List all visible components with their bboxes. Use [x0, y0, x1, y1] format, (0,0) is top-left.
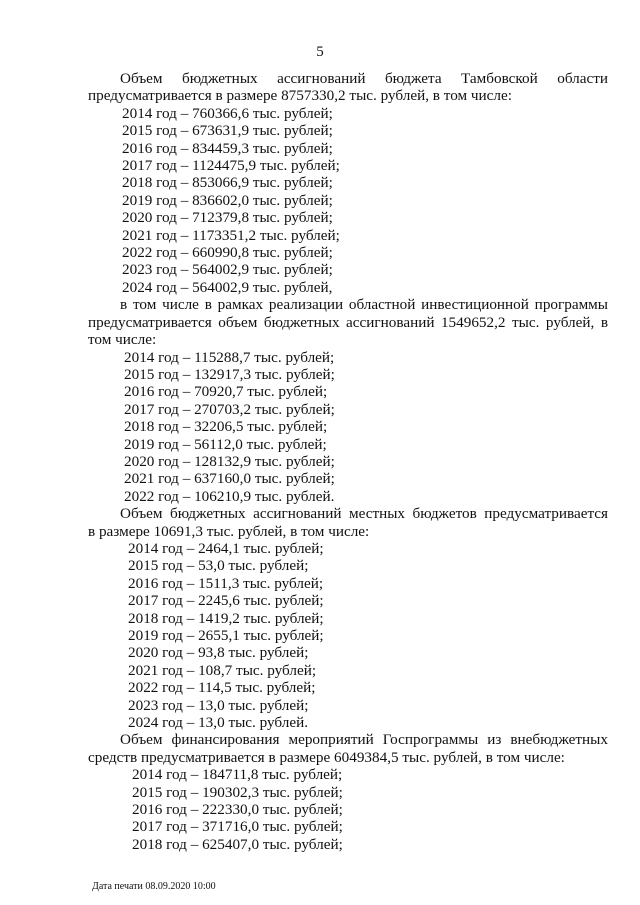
regional-budget-item: 2014 год – 760366,6 тыс. рублей;	[122, 104, 333, 122]
regional-budget-intro-line-1: Объем бюджетных ассигнований бюджета Тамбовской области	[120, 70, 608, 87]
extra-budgetary-section	[88, 731, 608, 853]
regional-budget-item: 2016 год – 834459,3 тыс. рублей;	[122, 139, 333, 157]
investment-program-item: 2019 год – 56112,0 тыс. рублей;	[124, 435, 327, 453]
regional-budget-section	[88, 70, 608, 296]
regional-budget-item: 2020 год – 712379,8 тыс. рублей;	[122, 209, 333, 227]
investment-program-item: 2020 год – 128132,9 тыс. рублей;	[124, 452, 335, 470]
extra-budgetary-item: 2015 год – 190302,3 тыс. рублей;	[132, 783, 343, 801]
extra-budgetary-item: 2016 год – 222330,0 тыс. рублей;	[132, 801, 343, 819]
page-number: 5	[316, 44, 324, 60]
regional-budget-item: 2024 год – 564002,9 тыс. рублей,	[122, 278, 333, 296]
investment-program-item: 2014 год – 115288,7 тыс. рублей;	[124, 348, 335, 366]
investment-program-item: 2021 год – 637160,0 тыс. рублей;	[124, 470, 335, 488]
extra-budgetary-item: 2018 год – 625407,0 тыс. рублей;	[132, 835, 343, 853]
local-budget-item: 2023 год – 13,0 тыс. рублей;	[128, 696, 309, 714]
local-budget-item: 2017 год – 2245,6 тыс. рублей;	[128, 592, 324, 610]
regional-budget-item: 2017 год – 1124475,9 тыс. рублей;	[122, 157, 340, 175]
local-budget-item: 2014 год – 2464,1 тыс. рублей;	[128, 539, 324, 557]
local-budget-intro-line-1: Объем бюджетных ассигнований местных бюджетов предусматривается	[120, 505, 608, 523]
local-budget-item: 2020 год – 93,8 тыс. рублей;	[128, 644, 309, 662]
local-budget-item: 2016 год – 1511,3 тыс. рублей;	[128, 574, 324, 592]
local-budget-item: 2018 год – 1419,2 тыс. рублей;	[128, 609, 324, 627]
investment-program-item: 2022 год – 106210,9 тыс. рублей.	[124, 487, 335, 505]
regional-budget-item: 2023 год – 564002,9 тыс. рублей;	[122, 261, 333, 279]
local-budget-item: 2019 год – 2655,1 тыс. рублей;	[128, 627, 324, 644]
extra-budgetary-item: 2017 год – 371716,0 тыс. рублей;	[132, 818, 343, 836]
regional-budget-item: 2021 год – 1173351,2 тыс. рублей;	[122, 226, 340, 244]
regional-budget-item: 2022 год – 660990,8 тыс. рублей;	[122, 244, 333, 262]
regional-budget-item: 2019 год – 836602,0 тыс. рублей;	[122, 191, 333, 209]
document-body	[88, 70, 608, 853]
local-budget-item: 2021 год – 108,7 тыс. рублей;	[128, 661, 317, 679]
investment-program-intro-line-3: том числе:	[88, 331, 157, 349]
investment-program-intro-line-2: предусматривается объем бюджетных ассигнований 1549652,2 тыс. рублей, в	[88, 313, 608, 331]
investment-program-intro-line-1: в том числе в рамках реализации областной инвестиционной программы	[120, 296, 608, 314]
extra-budgetary-intro-line-1: Объем финансирования мероприятий Госпрограммы из внебюджетных	[120, 731, 608, 749]
regional-budget-intro-line-2: предусматривается в размере 8757330,2 тыс. рублей, в том числе:	[88, 87, 512, 105]
investment-program-item: 2015 год – 132917,3 тыс. рублей;	[124, 365, 335, 383]
regional-budget-item: 2015 год – 673631,9 тыс. рублей;	[122, 122, 333, 140]
local-budget-section	[88, 505, 608, 731]
investment-program-item: 2018 год – 32206,5 тыс. рублей;	[124, 418, 328, 436]
investment-program-item: 2016 год – 70920,7 тыс. рублей;	[124, 383, 328, 401]
investment-program-section	[88, 296, 608, 505]
local-budget-intro-line-2: в размере 10691,3 тыс. рублей, в том числе:	[88, 522, 370, 540]
investment-program-item: 2017 год – 270703,2 тыс. рублей;	[124, 400, 335, 418]
local-budget-item: 2024 год – 13,0 тыс. рублей.	[128, 714, 309, 732]
extra-budgetary-intro-line-2: средств предусматривается в размере 6049384,5 тыс. рублей, в том числе:	[88, 748, 565, 766]
regional-budget-item: 2018 год – 853066,9 тыс. рублей;	[122, 174, 333, 192]
print-date-footer: Дата печати 08.09.2020 10:00	[92, 881, 216, 892]
local-budget-item: 2015 год – 53,0 тыс. рублей;	[128, 557, 309, 575]
extra-budgetary-item: 2014 год – 184711,8 тыс. рублей;	[132, 766, 343, 784]
local-budget-item: 2022 год – 114,5 тыс. рублей;	[128, 679, 316, 697]
